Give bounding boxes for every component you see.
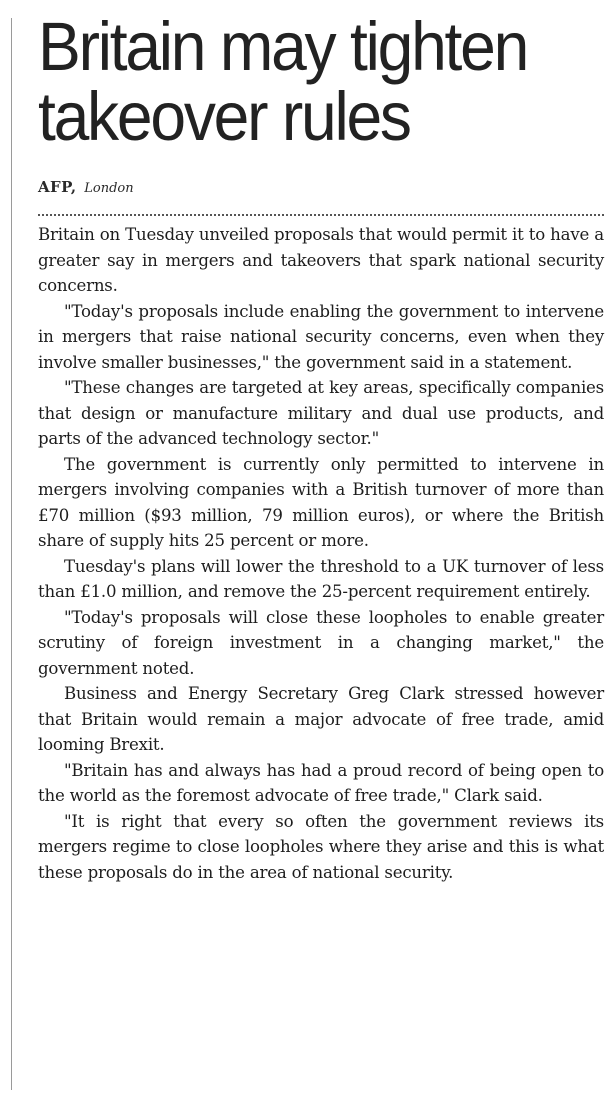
paragraph: "It is right that every so often the government reviews its mergers regime to close loopholes where they arise and this is what these proposals do in the area of national security. <box>38 811 604 882</box>
headline-line-2: takeover rules <box>38 78 410 155</box>
headline-line-1: Britain may tighten <box>38 8 528 85</box>
article-body <box>38 222 604 885</box>
byline <box>38 178 604 198</box>
byline-location: London <box>84 181 134 196</box>
paragraph: Britain on Tuesday unveiled proposals that would permit it to have a greater say in mergers and takeovers that spark national security concerns. <box>38 225 604 295</box>
paragraph: "Britain has and always has had a proud record of being open to the world as the foremost advocate of free trade," Clark said. <box>38 760 604 805</box>
byline-agency: AFP, <box>38 178 77 196</box>
paragraph: Business and Energy Secretary Greg Clark stressed however that Britain would remain a major advocate of free trade, amid looming Brexit. <box>38 684 604 754</box>
paragraph: "Today's proposals include enabling the government to intervene in mergers that raise national security concerns, even when they involve smaller businesses," the government said in a statement. <box>38 301 604 372</box>
paragraph: "These changes are targeted at key areas, specifically companies that design or manufacture military and dual use products, and parts of the advanced technology sector." <box>38 378 604 448</box>
dotted-divider <box>38 214 604 216</box>
paragraph: "Today's proposals will close these loopholes to enable greater scrutiny of foreign investment in a changing market," the government noted. <box>38 607 604 678</box>
paragraph: Tuesday's plans will lower the threshold to a UK turnover of less than £1.0 million, and remove the 25-percent requirement entirely. <box>38 556 604 601</box>
headline <box>38 8 564 155</box>
column-rule <box>11 18 12 1090</box>
article <box>38 8 604 885</box>
paragraph: The government is currently only permitted to intervene in mergers involving companies with a British turnover of more than £70 million ($93 million, 79 million euros), or where the British share of supply hits 25 percent or more. <box>38 454 604 550</box>
